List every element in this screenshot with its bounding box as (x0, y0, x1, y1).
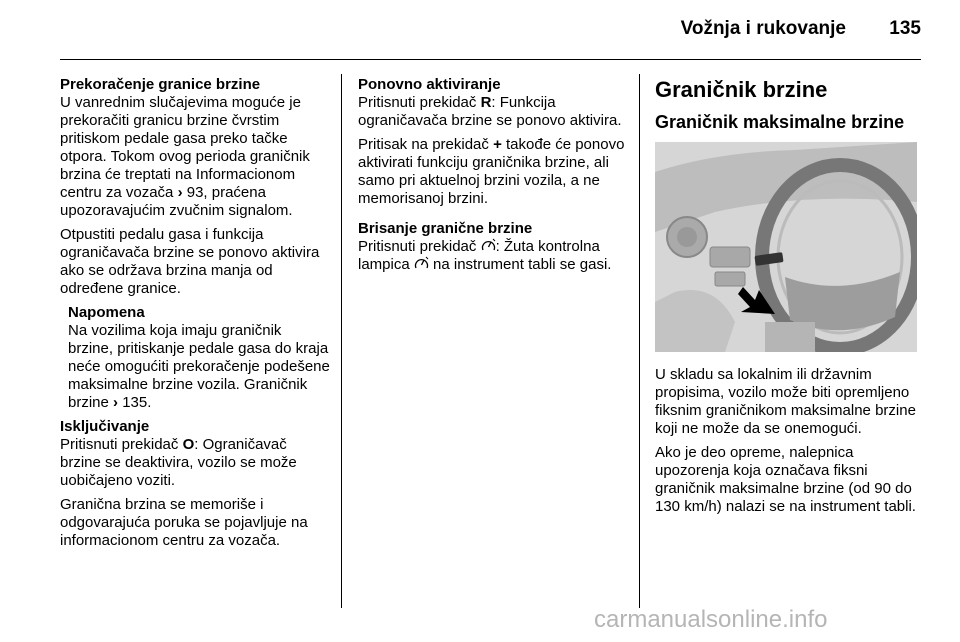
section-title-limiter: Graničnik brzine (655, 77, 828, 102)
paragraph-label: Ako je deo opreme, nalepnica upozorenja koja označava fiksni graničnik maksimalne brzine (od 90 do 130 km/h) nalazi se na instrument tabli. (655, 444, 916, 515)
note-heading: Napomena (68, 304, 145, 321)
speed-limiter-icon (481, 238, 496, 256)
column-divider-2 (639, 74, 640, 608)
section-heading-reactivate: Ponovno aktiviranje (358, 76, 501, 93)
speed-limiter-icon (414, 256, 429, 274)
switch-o-label: O (182, 436, 195, 453)
column-2 (358, 76, 628, 280)
paragraph-regulation: U skladu sa lokalnim ili državnim propisima, vozilo može biti opremljeno fiksnim graničnikom maksimalne brzine koji ne može da se onemogući. (655, 366, 916, 437)
page-header (0, 18, 921, 48)
subsection-title-max-limiter: Graničnik maksimalne brzine (655, 112, 905, 132)
paragraph-reactivate: Pritisnuti prekidač R: Funkcija ograničavača brzine se ponovo aktivira. (358, 94, 622, 129)
paragraph-deactivate: Pritisnuti prekidač O: Ograničavač brzine se deaktivira, vozilo se može uobičajeno voziti. (60, 436, 297, 489)
paragraph-plus: Pritisak na prekidač + takođe će ponovo aktivirati funkciju graničnika brzine, ali samo pri aktuelnoj brzini vozila, a ne memorisanoj brzini. (358, 136, 625, 207)
chapter-title: Vožnja i rukovanje (680, 18, 846, 39)
section-heading-exceed: Prekoračenje granice brzine (60, 76, 261, 93)
paragraph-release: Otpustiti pedalu gasa i funkcija ograničavača brzine se ponovo aktivira ako se održava brzina manja od određene granice. (60, 226, 320, 297)
paragraph-exceed: U vanrednim slučajevima moguće je prekoračiti granicu brzine čvrstim pritiskom pedale gasa preko tačke otpora. Tokom ovog perioda graničnik brzina će treptati na Informacionom centru za vozača › 93, praćena upozoravajućim zvučnim signalom. (60, 94, 310, 219)
paragraph-clear: Pritisnuti prekidač : Žuta kontrolna lampica na instrument tabli se gasi. (358, 238, 612, 273)
page-number: 135 (889, 18, 921, 39)
dashboard-illustration (655, 142, 917, 352)
page-ref[interactable]: 93 (186, 184, 204, 201)
paragraph-memorized: Granična brzina se memoriše i odgovarajuća poruka se pojavljuje na informacionom centru za vozača. (60, 496, 308, 549)
note-text: Na vozilima koja imaju graničnik brzine, pritiskanje pedale gasa do kraja neće omogućiti prekoračenje podešene maksimalne brzine vozila. Graničnik brzine › 135. (68, 322, 330, 411)
page-ref[interactable]: 135 (122, 394, 148, 411)
switch-r-label: R (480, 94, 492, 111)
section-heading-clear: Brisanje granične brzine (358, 220, 533, 237)
column-divider-1 (341, 74, 342, 608)
page-reference-icon: › (113, 394, 119, 411)
note-block (68, 304, 330, 412)
page-reference-icon: › (177, 184, 183, 201)
header-rule (60, 59, 921, 60)
dashboard-drawing (655, 142, 917, 352)
column-1 (60, 76, 330, 556)
section-heading-deactivate: Isključivanje (60, 418, 150, 435)
column-3 (655, 76, 923, 522)
watermark: carmanualsonline.info (594, 606, 828, 633)
switch-plus-label: + (493, 136, 502, 153)
